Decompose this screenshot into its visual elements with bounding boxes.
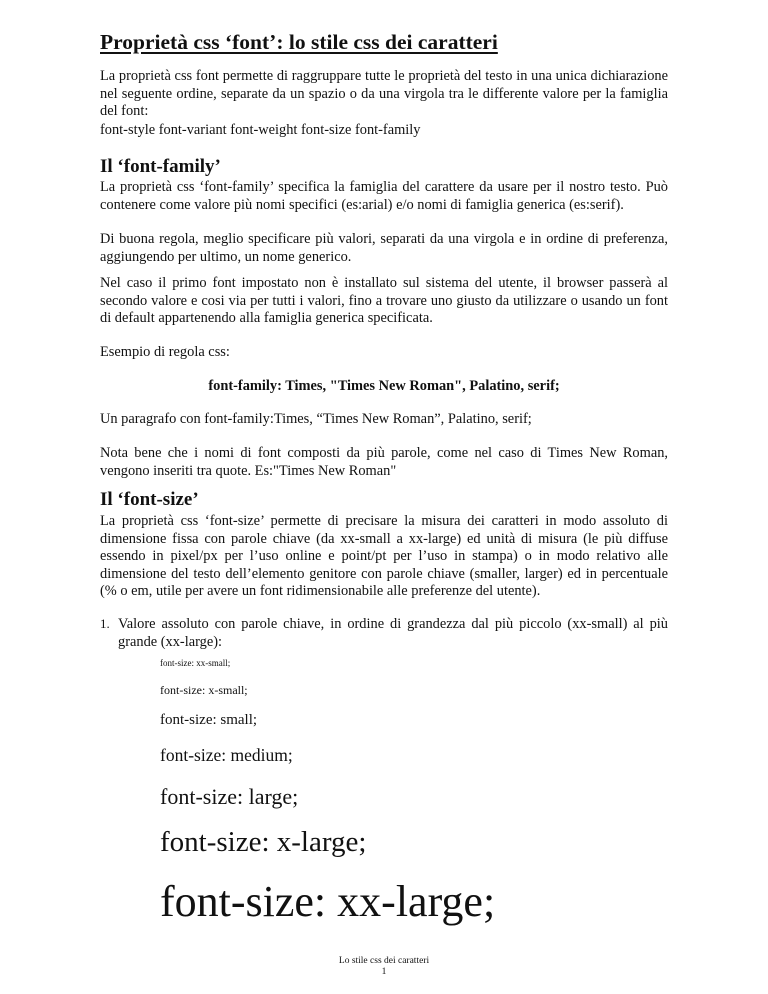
font-size-example-xx-small: font-size: xx-small;	[160, 658, 231, 668]
font-size-example-medium: font-size: medium;	[160, 745, 293, 765]
example-rule: font-family: Times, "Times New Roman", Palatino, serif;	[208, 378, 560, 394]
font-size-example-x-small: font-size: x-small;	[160, 683, 248, 697]
example-label: Esempio di regola css:	[100, 344, 230, 360]
page-number: 1	[381, 967, 387, 977]
intro-order-line: font-style font-variant font-weight font-size font-family	[100, 122, 421, 138]
font-size-heading: Il ‘font-size’	[100, 489, 199, 510]
font-family-heading: Il ‘font-family’	[100, 156, 221, 177]
font-family-paragraph-1: La proprietà css ‘font-family’ specifica la famiglia del carattere da usare per il nostro testo. Può contenere come valore più nomi specifici (es:arial) e/o nomi di famiglia generica (es:serif).	[100, 179, 668, 213]
intro-paragraph: La proprietà css font permette di raggruppare tutte le proprietà del testo in una unica dichiarazione nel seguente ordine, separate da un spazio o da una virgola tra le differente valore per la famiglia del font:	[100, 68, 668, 119]
font-size-example-x-large: font-size: x-large;	[160, 826, 367, 858]
footer-title: Lo stile css dei caratteri	[338, 956, 430, 966]
font-name-note: Nota bene che i nomi di font composti da più parole, come nel caso di Times New Roman, vengono inseriti tra quote. Es:"Times New Roman"	[100, 445, 668, 479]
page-title: Proprietà css ‘font’: lo stile css dei caratteri	[100, 30, 498, 54]
font-family-paragraph-2: Di buona regola, meglio specificare più valori, separati da una virgola e in ordine di preferenza, aggiungendo per ultimo, un nome generico.	[100, 231, 668, 265]
font-size-paragraph: La proprietà css ‘font-size’ permette di precisare la misura dei caratteri in modo assoluto di dimensione fissa con parole chiave (da xx-small a xx-large) ed unità di misura (le più diffuse essendo in pixel/px per l’uso online e point/pt per l’uso in stampa) o in modo relativo alle dimensione del testo dell’elemento genitore con parole chiave (smaller, larger) ed in percentuale (% o em, utile per avere un font ridimensionabile alle preferenze del utente).	[100, 513, 668, 599]
font-size-example-small: font-size: small;	[160, 712, 258, 728]
font-family-paragraph-3: Nel caso il primo font impostato non è installato sul sistema del utente, il browser passerà al secondo valore e cosi via per tutti i valori, fino a trovare uno giusto da utilizzare o usando un font di default appartenendo alla famiglia generica specificata.	[100, 275, 668, 326]
list-text: Valore assoluto con parole chiave, in ordine di grandezza dal più piccolo (xx-small) al più grande (xx-large):	[118, 616, 668, 650]
list-number: 1.	[100, 616, 110, 631]
font-size-example-xx-large: font-size: xx-large;	[160, 877, 496, 926]
font-size-example-large: font-size: large;	[160, 784, 299, 809]
example-paragraph: Un paragrafo con font-family:Times, “Times New Roman”, Palatino, serif;	[100, 411, 532, 427]
